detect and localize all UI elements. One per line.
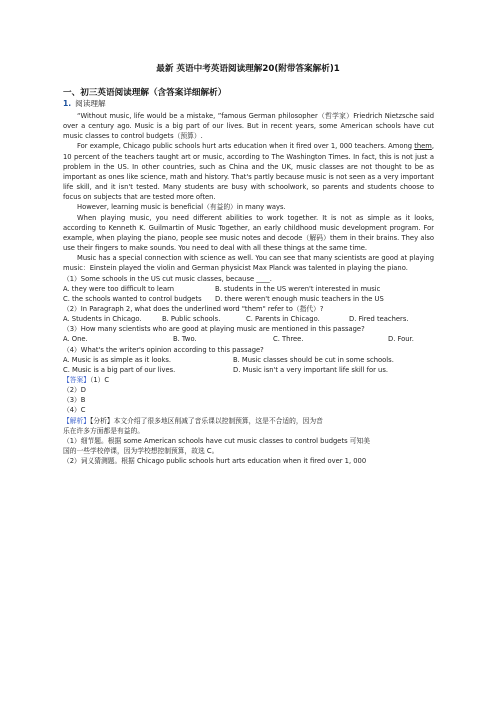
analysis-summary-line-1 xyxy=(63,416,434,426)
option-d: D. Four. xyxy=(388,335,414,344)
answer-item: （4）C xyxy=(63,406,86,415)
answer-item: （3）B xyxy=(63,396,86,405)
option-b: B. Two. xyxy=(173,335,197,344)
passage-paragraph-1: “Without music, life would be a mistake, ”famous German philosopher（哲学家）Friedrich Nietzsche said over a century ago. Music is a big part of our lives. But in recent years, some American schools have cut music classes to control budgets（预算）. xyxy=(63,112,434,141)
question-4-options-row-1 xyxy=(63,355,434,365)
document-title: 最新 英语中考英语阅读理解20(附带答案解析)1 xyxy=(156,64,340,74)
passage-paragraph-4: When playing music, you need different abilities to work together. It is not as simple as it looks, according to Kenneth K. Guilmartin of Music Together, an early childhood music development program. For example, when playing the piano, people see music notes and decode（解码）them in their brains. They also use their fingers to make sounds. You need to deal with all these things at the same time. xyxy=(63,213,434,253)
underlined-word-them: them xyxy=(414,142,432,151)
answer-item: （2）D xyxy=(63,386,86,395)
question-number: 1. xyxy=(63,99,72,108)
option-b: B. students in the US weren't interested in music xyxy=(215,284,381,293)
question-3-options xyxy=(63,334,434,344)
option-a: A. One. xyxy=(63,335,88,344)
answer-line xyxy=(63,375,434,385)
document-body xyxy=(63,111,434,466)
question-1-options-row-1 xyxy=(63,284,434,294)
analysis-detail-1-line-2: 国的一些学校停课，因为学校想控制预算，故选 C。 xyxy=(63,447,219,456)
question-2-stem: （2）In Paragraph 2, what does the underlined word "them" refer to（指代）? xyxy=(63,304,324,313)
option-a: A. they were too difficult to learn xyxy=(63,284,175,293)
option-b: B. Music classes should be cut in some schools. xyxy=(233,355,394,364)
answer-item: （1）C xyxy=(90,375,110,384)
paragraph-2-rest: , 10 percent of the teachers taught art or music, according to The Washington Times. In fact, this is not just a problem in the US. In other countries, such as China and the UK, music classes are not thought to be as important as ones like science, math and history. That's partly because music is not seen as a very important life skill, and it isn't tested. Many students are busy with schoolwork, so parents and students choose to focus on subjects that are tested more often. xyxy=(63,142,434,202)
option-a: A. Music is as simple as it looks. xyxy=(63,355,172,364)
answer-tag: 【答案】 xyxy=(63,375,91,384)
analysis-subtag: 【分析】 xyxy=(90,416,114,425)
option-b: B. Public schools. xyxy=(162,315,221,324)
passage-paragraph-5: Music has a special connection with science as well. You can see that many scientists are good at playing music：Einstein played the violin and German physicist Max Planck was talented in playing the piano. xyxy=(63,254,434,273)
passage-paragraph-3: However, learning music is beneficial（有益的）in many ways. xyxy=(77,203,286,212)
analysis-detail-2-line-1: （2）词义猜测题。根据 Chicago public schools hurt arts education when it fired over 1, 000 xyxy=(63,457,367,466)
question-1-options-row-2 xyxy=(63,294,434,304)
option-d: D. Music isn't a very important life skill for us. xyxy=(233,365,388,374)
question-4-options-row-2 xyxy=(63,365,434,375)
passage-paragraph-2 xyxy=(63,141,434,202)
option-d: D. Fired teachers. xyxy=(349,315,409,324)
question-label: 阅读理解 xyxy=(75,99,106,108)
analysis-detail-1-line-1: （1）细节题。根据 some American schools have cut music classes to control budgets 可知美 xyxy=(63,436,371,445)
question-heading xyxy=(63,98,106,109)
option-c: C. the schools wanted to control budgets xyxy=(63,294,202,303)
analysis-tag: 【解析】 xyxy=(63,416,91,425)
option-c: C. Music is a big part of our lives. xyxy=(63,365,176,374)
option-d: D. there weren't enough music teachers in the US xyxy=(215,294,384,303)
question-1-stem: （1）Some schools in the US cut music classes, because ____. xyxy=(63,274,272,283)
option-a: A. Students in Chicago. xyxy=(63,315,142,324)
question-3-stem: （3）How many scientists who are good at playing music are mentioned in this passage? xyxy=(63,325,365,334)
paragraph-2-start: For example, Chicago public schools hurt arts education when it fired over 1, 000 teachers. Among xyxy=(77,142,415,151)
analysis-summary-text: 本文介绍了很多地区削减了音乐课以控制预算，这是不合适的，因为音 xyxy=(113,416,323,425)
question-4-stem: （4）What's the writer's opinion according to this passage? xyxy=(63,345,264,354)
analysis-summary-line-2: 乐在许多方面都是有益的。 xyxy=(63,426,145,435)
section-heading: 一、初三英语阅读理解（含答案详细解析） xyxy=(63,88,227,98)
option-c: C. Parents in Chicago. xyxy=(246,315,320,324)
option-c: C. Three. xyxy=(273,335,304,344)
question-2-options xyxy=(63,314,434,324)
